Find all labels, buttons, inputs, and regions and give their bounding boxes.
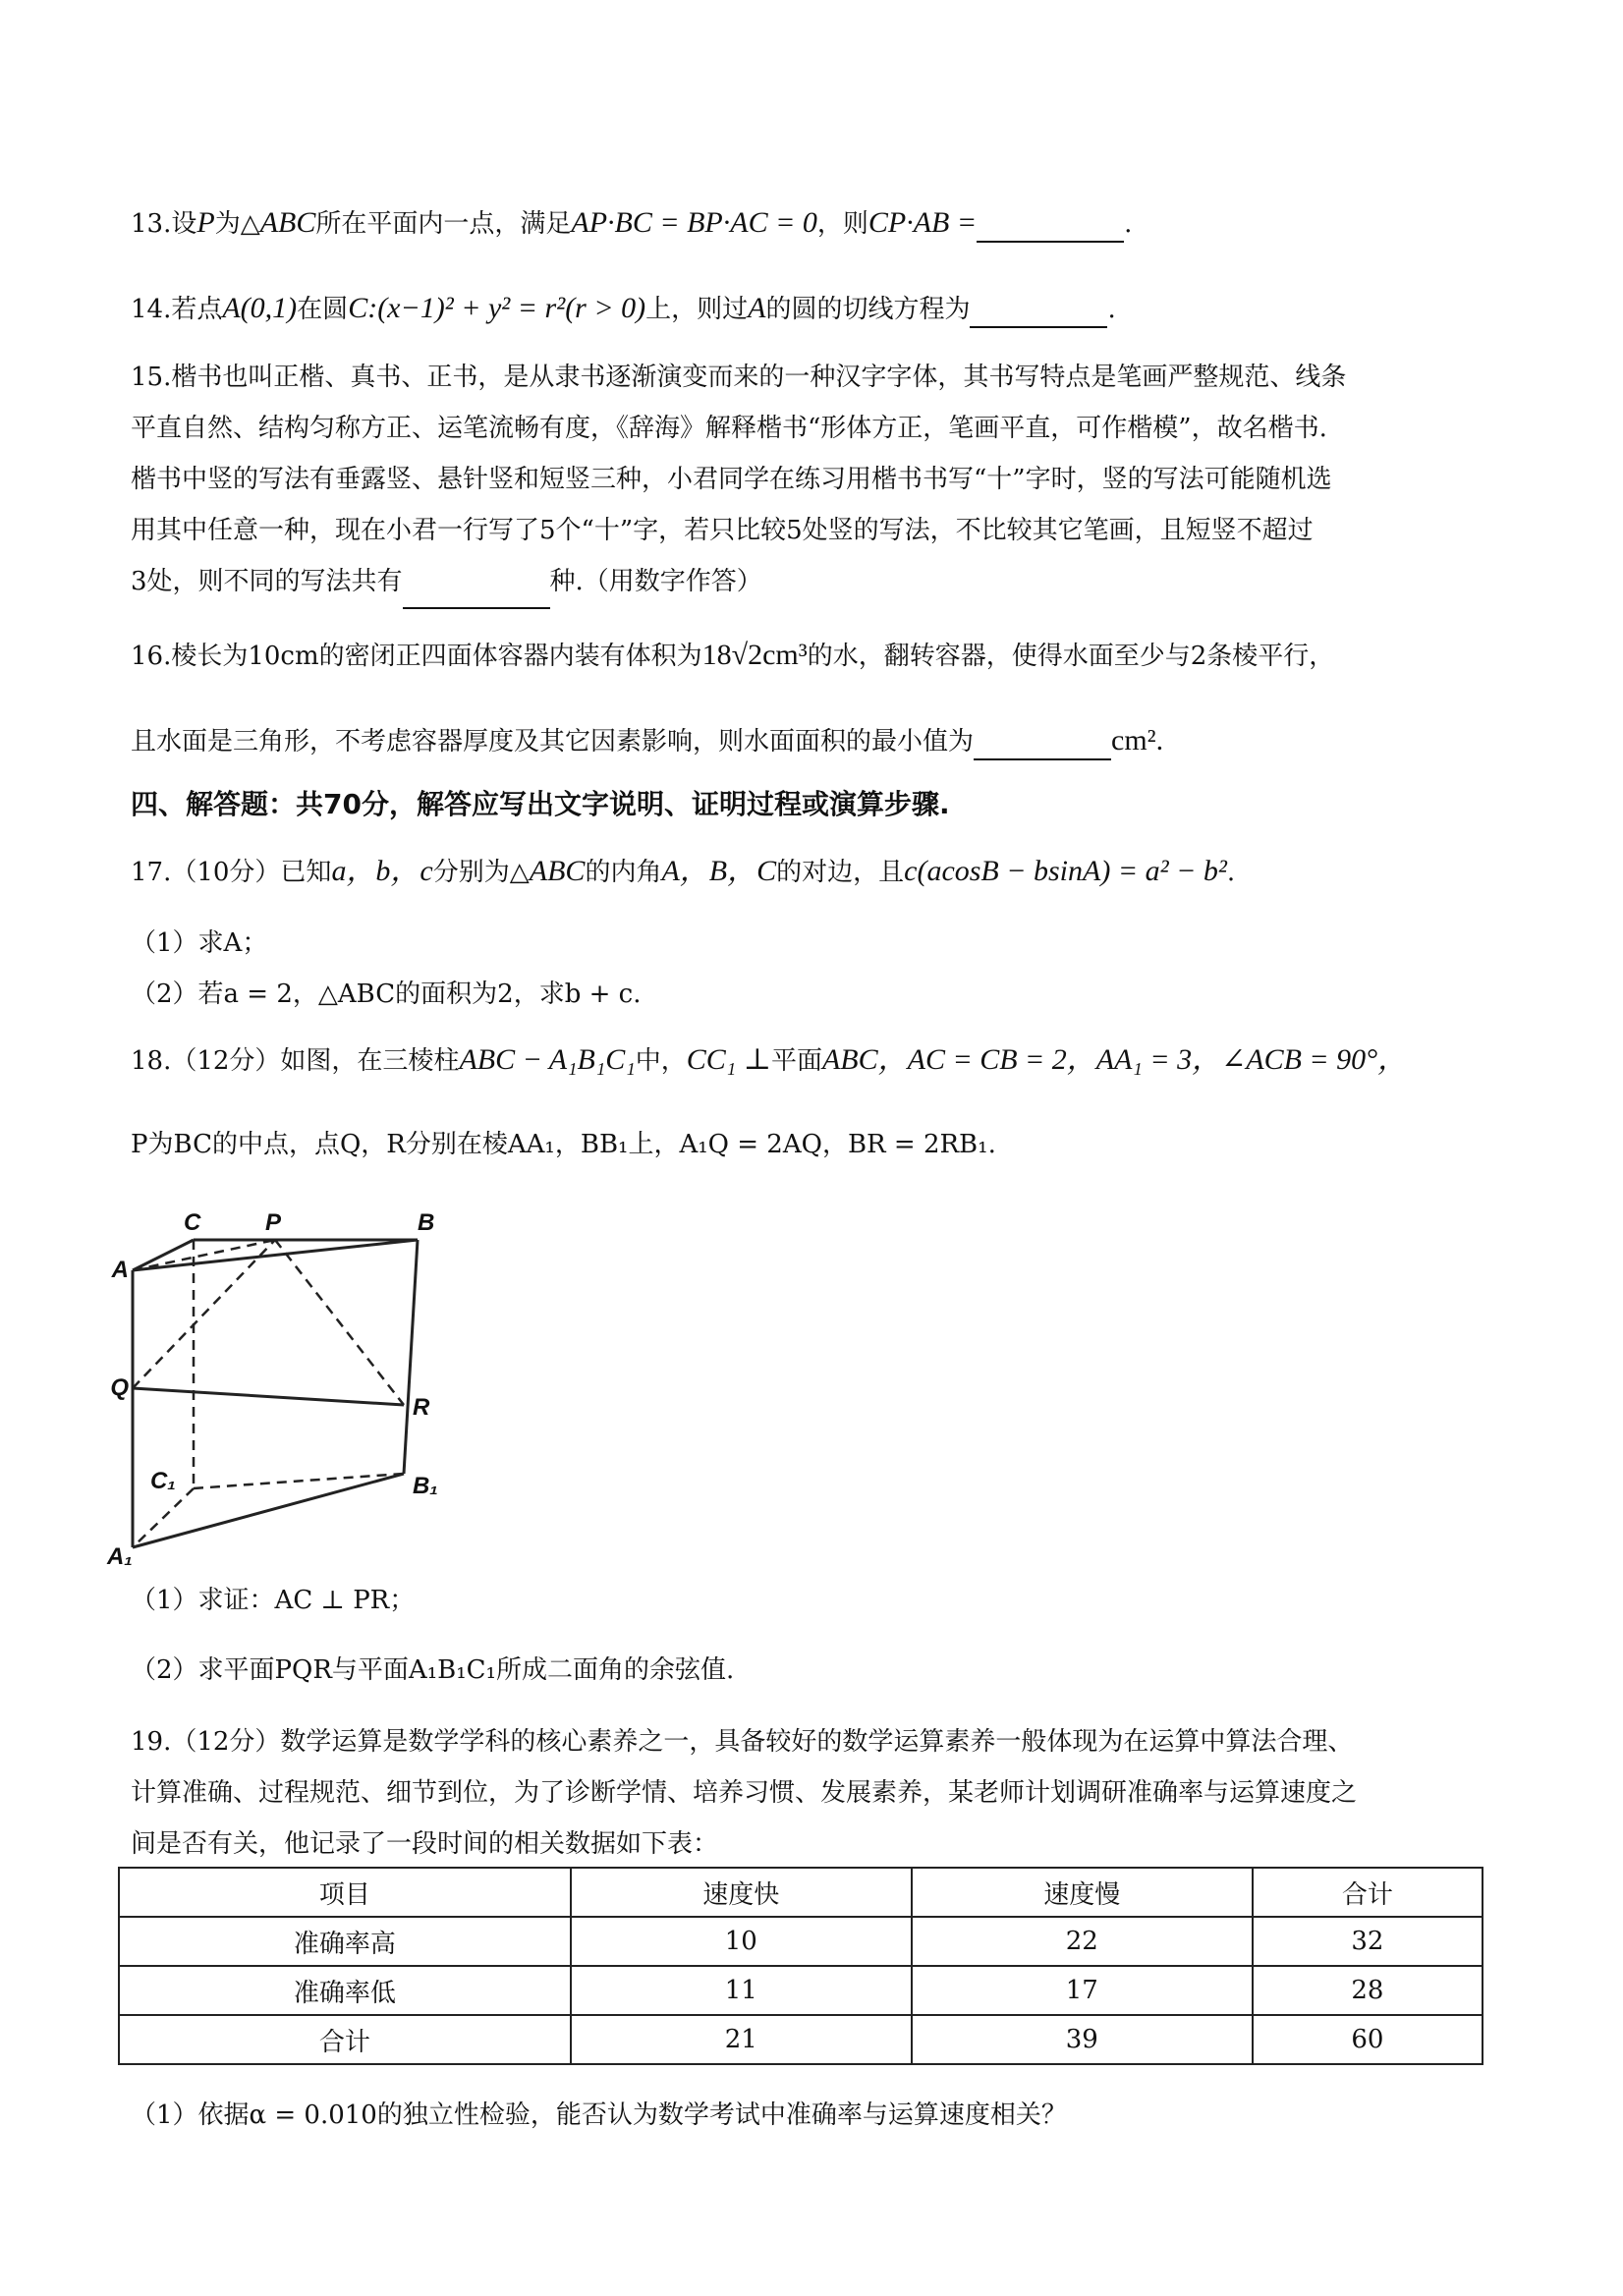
q18-prism: ABC − A₁B₁C₁ — [459, 1043, 636, 1076]
contingency-table — [118, 1867, 1483, 2065]
q14-answer-blank — [970, 293, 1107, 328]
q13-target: CP·AB = — [867, 206, 978, 239]
q17-vars: a，b，c — [331, 855, 433, 887]
q13-text: 所在平面内一点，满足 — [315, 209, 572, 239]
table-header-cell: 速度快 — [571, 1868, 912, 1917]
table-cell: 10 — [571, 1917, 912, 1966]
q13-prefix: 13.设 — [131, 209, 197, 239]
q18-line-1a: 18.（12分）如图，在三棱柱 — [131, 1046, 460, 1076]
q15-line-5 — [131, 556, 1506, 609]
q14-point: A(0,1) — [222, 292, 298, 324]
q13-end: . — [1124, 209, 1133, 239]
q15-line-2: 平直自然、结构匀称方正、运笔流畅有度，《辞海》解释楷书“形体方正，笔画平直，可作楷模”，故名楷书. — [131, 414, 1327, 443]
q15-line-4: 用其中任意一种，现在小君一行写了5个“十”字，若只比较5处竖的写法，不比较其它笔画，且短竖不超过 — [131, 516, 1314, 545]
question-18-line-1 — [131, 1043, 1407, 1078]
q15-line-1: 15.楷书也叫正楷、真书、正书，是从隶书逐渐演变而来的一种汉字字体，其书写特点是笔画严整规范、线条 — [131, 363, 1347, 392]
q17-abc: ABC — [529, 855, 586, 887]
question-14 — [131, 292, 1116, 328]
q16-line-2a: 且水面是三角形，不考虑容器厚度及其它因素影响，则水面面积的最小值为 — [131, 727, 975, 756]
table-cell: 60 — [1253, 2015, 1483, 2064]
q19-line-1: 19.（12分）数学运算是数学学科的核心素养之一，具备较好的数学运算素养一般体现为在运算中算法合理、 — [131, 1727, 1354, 1757]
q14-prefix: 14.若点 — [131, 295, 223, 324]
q13-condition: AP·BC = BP·AC = 0 — [571, 206, 817, 239]
table-cell: 17 — [912, 1966, 1253, 2015]
table-header-row — [119, 1868, 1483, 1917]
table-cell: 合计 — [119, 2015, 571, 2064]
edge-qr — [133, 1388, 404, 1405]
q17-stem-b: 分别为△ — [432, 858, 530, 887]
table-cell: 32 — [1253, 1917, 1483, 1966]
q15-line-5b: 种.（用数字作答） — [549, 567, 762, 596]
edge-bb1 — [404, 1240, 418, 1474]
table-cell: 21 — [571, 2015, 912, 2064]
q17-angles: A，B，C — [661, 855, 777, 887]
label-b: B — [418, 1209, 435, 1236]
question-15 — [131, 352, 1506, 609]
label-c: C — [184, 1209, 201, 1236]
q17-end: . — [1226, 858, 1236, 887]
q19-line-2: 计算准确、过程规范、细节到位，为了诊断学情、培养习惯、发展素养，某老师计划调研准确率与运算速度之 — [131, 1778, 1358, 1808]
label-p: P — [265, 1209, 282, 1236]
q17-stem-a: 17.（10分）已知 — [131, 858, 332, 887]
table-row — [119, 1966, 1483, 2015]
q16-volume: 18√2cm³ — [701, 639, 808, 671]
q14-a: A — [748, 292, 766, 324]
label-b1: B₁ — [413, 1473, 438, 1499]
q14-circle: C:(x−1)² + y² = r²(r > 0) — [348, 292, 646, 324]
q14-mid: 在圆 — [297, 295, 349, 324]
prism-figure — [107, 1208, 467, 1570]
table-row — [119, 2015, 1483, 2064]
section-4-heading: 四、解答题：共70分，解答应写出文字说明、证明过程或演算步骤. — [131, 788, 950, 820]
edge-pr-hidden — [275, 1240, 404, 1405]
q18-line-1b: 中， — [635, 1046, 687, 1076]
table-row — [119, 1917, 1483, 1966]
q18-part-1: （1）求证：AC ⊥ PR； — [131, 1586, 416, 1615]
label-c1: C₁ — [150, 1468, 176, 1494]
q14-end-text: 的圆的切线方程为 — [765, 295, 971, 324]
q13-answer-blank — [977, 207, 1124, 243]
q16-unit: cm². — [1111, 724, 1164, 756]
q15-answer-blank — [403, 556, 550, 609]
q13-triangle: ABC — [259, 206, 316, 239]
edge-ab — [133, 1240, 418, 1270]
q13-then: ，则 — [816, 209, 868, 239]
table-cell: 28 — [1253, 1966, 1483, 2015]
q17-part-2: （2）若a = 2，△ABC的面积为2，求b + c. — [131, 980, 642, 1009]
question-19 — [131, 1716, 1506, 1870]
q18-abc: ABC — [821, 1043, 878, 1076]
table-cell: 11 — [571, 1966, 912, 2015]
q16-line-1a: 16.棱长为10cm的密闭正四面体容器内装有体积为 — [131, 642, 702, 671]
q17-stem-d: 的对边，且 — [776, 858, 905, 887]
q16-answer-blank — [974, 725, 1111, 760]
q14-text: 上，则过 — [645, 295, 749, 324]
question-17 — [131, 855, 1235, 889]
question-16-line-1 — [131, 639, 1334, 673]
table-header-cell: 项目 — [119, 1868, 571, 1917]
q18-conditions: ，AC = CB = 2，AA₁ = 3，∠ACB = 90°， — [877, 1043, 1408, 1076]
q17-part-1: （1）求A； — [131, 928, 268, 958]
q19-part-1: （1）依据α = 0.010的独立性检验，能否认为数学考试中准确率与运算速度相关？ — [131, 2100, 1067, 2130]
q18-part-2: （2）求平面PQR与平面A₁B₁C₁所成二面角的余弦值. — [131, 1655, 735, 1685]
q18-line-1c: 平面 — [770, 1046, 822, 1076]
q17-stem-c: 的内角 — [585, 858, 662, 887]
label-a: A — [111, 1257, 129, 1283]
q16-line-1b: 的水，翻转容器，使得水面至少与2条棱平行， — [807, 642, 1335, 671]
edge-ap-hidden — [133, 1240, 275, 1270]
table-cell: 22 — [912, 1917, 1253, 1966]
label-a1: A₁ — [107, 1543, 133, 1570]
q19-line-3: 间是否有关，他记录了一段时间的相关数据如下表： — [131, 1829, 719, 1859]
table-header-cell: 合计 — [1253, 1868, 1483, 1917]
q15-line-5a: 3处，则不同的写法共有 — [131, 567, 403, 596]
q13-point-p: P — [196, 206, 215, 239]
table-cell: 39 — [912, 2015, 1253, 2064]
q18-perp: CC₁ ⊥ — [686, 1043, 771, 1076]
question-16-line-2 — [131, 724, 1163, 760]
question-18-line-2: P为BC的中点，点Q，R分别在棱AA₁，BB₁上，A₁Q = 2AQ，BR = 2RB₁. — [131, 1130, 996, 1159]
table-header-cell: 速度慢 — [912, 1868, 1253, 1917]
q13-mid: 为△ — [214, 209, 260, 239]
label-r: R — [413, 1394, 430, 1421]
q14-end: . — [1107, 295, 1116, 324]
table-cell: 准确率高 — [119, 1917, 571, 1966]
label-q: Q — [110, 1374, 129, 1401]
question-13 — [131, 206, 1132, 243]
q17-equation: c(acosB − bsinA) = a² − b² — [904, 855, 1227, 887]
table-cell: 准确率低 — [119, 1966, 571, 2015]
q15-line-3: 楷书中竖的写法有垂露竖、悬针竖和短竖三种，小君同学在练习用楷书书写“十”字时，竖的写法可能随机选 — [131, 465, 1332, 494]
